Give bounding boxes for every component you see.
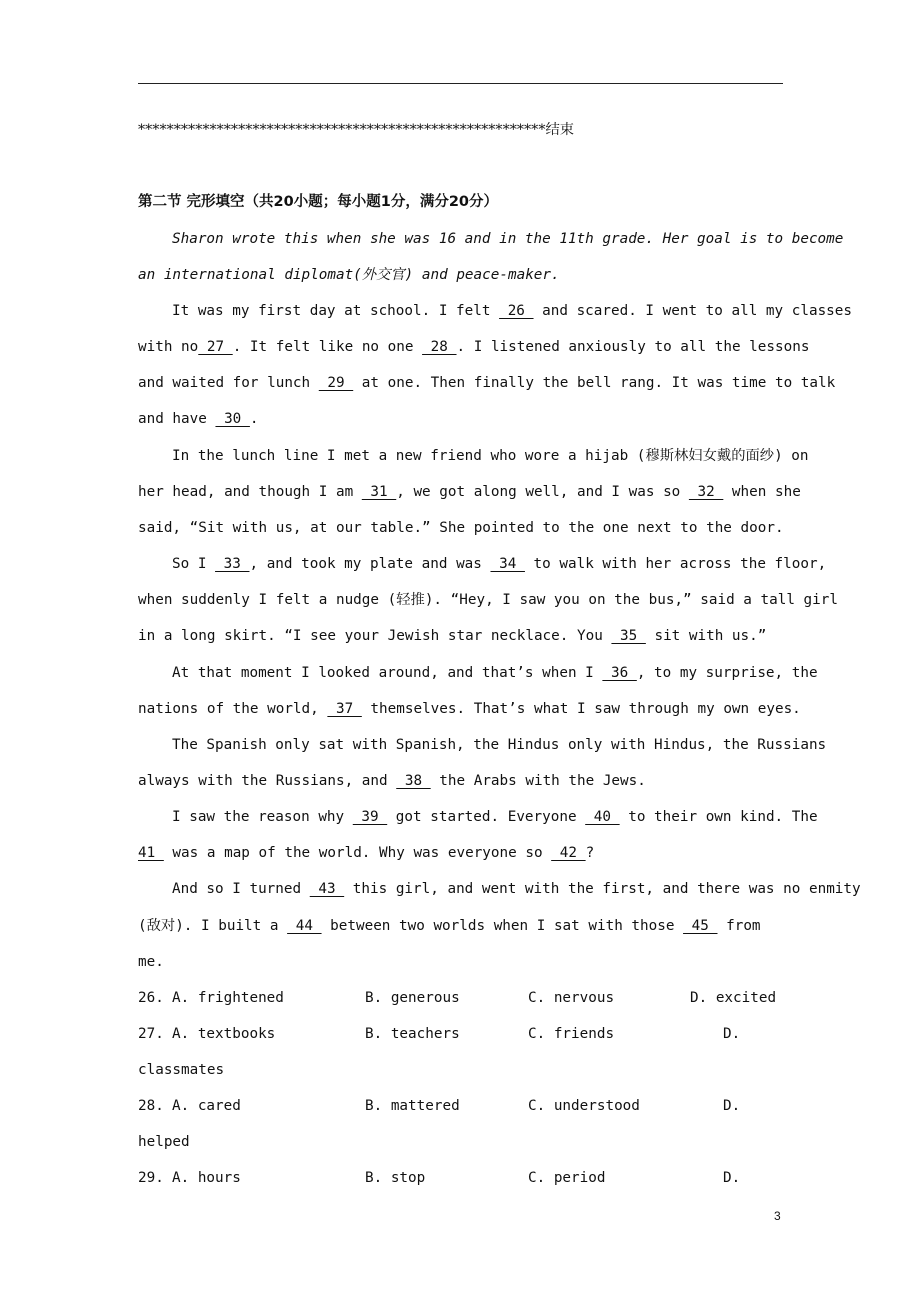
intro-line: an international diplomat(外交官) and peace-maker.	[138, 267, 560, 283]
question-option-c: C. friends	[528, 1026, 615, 1042]
passage-text: nations of the world,	[138, 700, 328, 717]
question-option-b: B. stop	[365, 1170, 426, 1186]
passage-text: me.	[138, 953, 164, 970]
passage-line	[138, 590, 838, 610]
answer-blank: 42	[551, 845, 586, 862]
question-option-b: B. teachers	[365, 1026, 460, 1042]
passage-text: when suddenly I felt a nudge (轻推). “Hey, I saw you on the bus,” said a tall girl	[138, 592, 838, 609]
answer-blank: 34	[490, 556, 525, 573]
answer-blank: 32	[688, 483, 724, 500]
passage-text: themselves. That’s what I saw through my own eyes.	[361, 700, 801, 717]
passage-line	[138, 373, 835, 393]
answer-blank: 30	[215, 411, 250, 428]
section-title: 第二节 完形填空（共20小题；每小题1分，满分20分）	[138, 194, 498, 210]
question-number: 27.	[138, 1026, 164, 1042]
end-marker: *********************************************************结束	[138, 122, 575, 138]
passage-text: It was my first day at school. I felt	[172, 303, 500, 319]
passage-line	[172, 446, 809, 466]
passage-line	[172, 735, 826, 755]
passage-line	[138, 626, 766, 646]
question-option-a: A. textbooks	[172, 1026, 276, 1042]
passage-text: this girl, and went with the first, and there was no enmity	[344, 881, 861, 898]
question-option-d: D.	[723, 1098, 741, 1114]
passage-text: and scared. I went to all my classes	[533, 303, 853, 319]
passage-text: , to my surprise, the	[636, 664, 818, 681]
answer-blank: 36	[602, 664, 637, 681]
passage-text: And so I turned	[172, 881, 310, 898]
answer-blank: 37	[327, 700, 362, 717]
passage-text: when she	[723, 483, 801, 500]
passage-text: ?	[585, 845, 595, 862]
passage-text: (敌对). I built a	[138, 917, 288, 934]
passage-text: from	[717, 917, 761, 934]
answer-blank: 43	[309, 881, 345, 898]
passage-text: The Spanish only sat with Spanish, the Hindus only with Hindus, the Russians	[172, 736, 827, 753]
answer-blank: 40	[585, 809, 620, 826]
passage-line	[172, 879, 861, 899]
answer-blank: 35	[611, 628, 646, 645]
answer-blank: 38	[396, 772, 431, 789]
answer-blank: 39	[352, 809, 388, 826]
question-number: 29.	[138, 1170, 164, 1186]
passage-text: always with the Russians, and	[138, 772, 397, 789]
answer-blank: 41	[138, 845, 164, 862]
question-option-d: D. excited	[690, 990, 777, 1006]
question-option-a: A. cared	[172, 1098, 241, 1114]
passage-text: sit with us.”	[645, 628, 767, 645]
passage-text: At that moment I looked around, and that’s when I	[172, 664, 603, 681]
question-option-c: C. period	[528, 1170, 606, 1186]
passage-text: at one. Then finally the bell rang. It was time to talk	[353, 375, 836, 392]
question-number: 28.	[138, 1098, 164, 1114]
passage-text: . I listened anxiously to all the lessons	[456, 339, 810, 356]
answer-blank: 45	[683, 917, 718, 934]
passage-text: to their own kind. The	[619, 809, 818, 826]
passage-text: with no	[138, 339, 199, 356]
passage-line	[172, 807, 818, 827]
passage-text: and waited for lunch	[138, 375, 319, 392]
passage-line	[138, 843, 594, 863]
passage-text: I saw the reason why	[172, 809, 353, 826]
passage-text: So I	[172, 556, 216, 573]
passage-line	[138, 409, 259, 429]
question-option-d-wrap: helped	[138, 1134, 190, 1150]
question-option-a: A. hours	[172, 1170, 241, 1186]
passage-line	[172, 554, 826, 574]
question-option-a: A. frightened	[172, 990, 284, 1006]
answer-blank: 33	[215, 556, 250, 573]
passage-line	[138, 699, 801, 719]
question-option-c: C. nervous	[528, 990, 615, 1006]
passage-line	[138, 952, 164, 972]
page-number: 3	[774, 1209, 781, 1223]
question-option-d: D.	[723, 1026, 741, 1042]
passage-line	[172, 663, 818, 683]
passage-text: said, “Sit with us, at our table.” She pointed to the one next to the door.	[138, 519, 784, 536]
passage-line	[138, 771, 646, 791]
passage-text: In the lunch line I met a new friend who wore a hijab (穆斯林妇女戴的面纱) on	[172, 447, 809, 464]
question-option-d: D.	[723, 1170, 741, 1186]
passage-text: , we got along well, and I was so	[396, 483, 689, 500]
intro-line: Sharon wrote this when she was 16 and in the 11th grade. Her goal is to become	[172, 231, 844, 247]
passage-line	[138, 337, 809, 357]
passage-line	[138, 482, 801, 502]
passage-text: and have	[138, 411, 216, 428]
header-rule	[138, 83, 783, 84]
answer-blank: 44	[287, 917, 322, 934]
question-option-d-wrap: classmates	[138, 1062, 225, 1078]
passage-line	[138, 916, 761, 936]
answer-blank: 27	[198, 339, 233, 356]
question-option-b: B. generous	[365, 990, 460, 1006]
passage-line	[172, 301, 852, 321]
answer-blank: 28	[422, 339, 457, 356]
passage-text: the Arabs with the Jews.	[430, 772, 646, 789]
passage-line	[138, 518, 784, 538]
passage-text: . It felt like no one	[232, 339, 423, 356]
question-option-c: C. understood	[528, 1098, 640, 1114]
answer-blank: 26	[499, 303, 534, 319]
passage-text: in a long skirt. “I see your Jewish star necklace. You	[138, 628, 612, 645]
passage-text: got started. Everyone	[387, 809, 586, 826]
passage-text: between two worlds when I sat with those	[321, 917, 684, 934]
passage-text: to walk with her across the floor,	[524, 556, 827, 573]
passage-text: her head, and though I am	[138, 483, 362, 500]
answer-blank: 31	[361, 483, 397, 500]
question-option-b: B. mattered	[365, 1098, 460, 1114]
answer-blank: 29	[318, 375, 354, 392]
passage-text: , and took my plate and was	[249, 556, 491, 573]
question-number: 26.	[138, 990, 164, 1006]
passage-text: .	[249, 411, 259, 428]
passage-text: was a map of the world. Why was everyone so	[163, 845, 552, 862]
